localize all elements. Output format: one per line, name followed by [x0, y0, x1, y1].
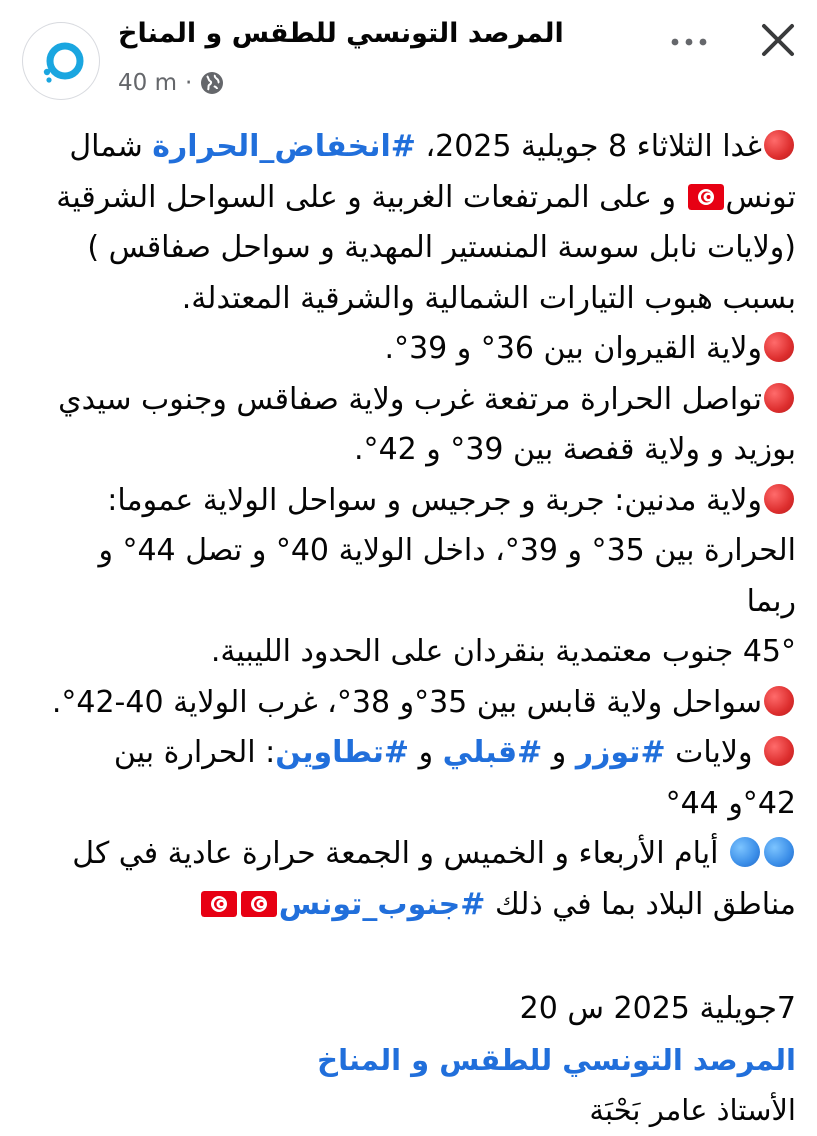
post-time[interactable]: 40 m [118, 70, 177, 96]
post-line: الحرارة بين 35° و 39°، داخل الولاية 40° و تصل 44° و ربما [98, 533, 796, 619]
post-text: أيام الأربعاء و الخميس و الجمعة حرارة عادية في كل [72, 836, 728, 871]
post-line [40, 829, 796, 880]
red-circle-icon [764, 484, 794, 514]
post-line [40, 678, 796, 729]
post-text: تواصل الحرارة مرتفعة غرب ولاية صفاقس وجنوب سيدي [58, 381, 762, 417]
close-icon[interactable] [756, 18, 800, 62]
post-line [40, 728, 796, 829]
signature-page-link[interactable]: المرصد التونسي للطقس و المناخ [317, 1042, 796, 1077]
red-circle-icon [764, 332, 794, 362]
post-text: غدا الثلاثاء 8 جويلية 2025، [415, 129, 762, 164]
tunisia-flag-icon [688, 184, 724, 210]
signature-author: الأستاذ عامر بَحْبَة [589, 1093, 796, 1127]
post-text: تونس [725, 179, 796, 215]
hashtag-link[interactable]: #توزر [575, 735, 666, 770]
globe-icon [200, 71, 224, 95]
post-line [40, 173, 796, 224]
red-circle-icon [764, 383, 794, 413]
post-text: ولاية القيروان بين 36° و 39°. [384, 331, 762, 366]
signature [40, 984, 796, 1136]
hashtag-link[interactable]: #جنوب_تونس [278, 886, 486, 922]
post-line [40, 375, 796, 426]
meta-separator: · [184, 70, 193, 96]
post-text: ولايات [665, 735, 762, 770]
post-text: : الحرارة بين 42°و 44° [113, 735, 796, 821]
post-text: شمال [69, 129, 153, 164]
post-text: و [409, 735, 443, 770]
post-text: و [542, 735, 576, 770]
page-name-link[interactable]: المرصد التونسي للطقس و المناخ [118, 18, 564, 49]
post-meta [118, 70, 224, 96]
post-body [40, 122, 796, 1136]
post-line: بسبب هبوب التيارات الشمالية والشرقية المعتدلة. [181, 280, 796, 316]
post-text: مناطق البلاد بما في ذلك [485, 886, 796, 922]
logo-icon [22, 22, 100, 100]
post-line [40, 476, 796, 527]
post-line: بوزيد و ولاية قفصة بين 39° و 42°. [354, 432, 796, 467]
post-line: (ولايات نابل سوسة المنستير المهدية و سواحل صفاقس ) [87, 230, 796, 265]
more-dots-icon[interactable] [665, 30, 713, 54]
tunisia-flag-icon [241, 891, 277, 917]
post-line [40, 122, 796, 173]
red-circle-icon [764, 736, 794, 766]
post-line [40, 880, 796, 931]
post-text: ولاية مدنين: جربة و جرجيس و سواحل الولاية عموما: [107, 482, 762, 518]
hashtag-link[interactable]: #انخفاض_الحرارة [152, 129, 416, 164]
post-text: سواحل ولاية قابس بين 35°و 38°، غرب الولاية 40-42°. [51, 684, 762, 720]
hashtag-link[interactable]: #تطاوين [275, 735, 410, 770]
spacer [40, 930, 796, 980]
signature-date: 7جويلية 2025 س 20 [519, 991, 796, 1026]
red-circle-icon [764, 686, 794, 716]
red-circle-icon [764, 130, 794, 160]
post-text: و على المرتفعات الغربية و على السواحل الشرقية [56, 179, 686, 215]
tunisia-flag-icon [201, 891, 237, 917]
post-line [40, 324, 796, 375]
post-line: 45° جنوب معتمدية بنقردان على الحدود الليبية. [210, 634, 796, 669]
hashtag-link[interactable]: #قبلي [442, 735, 543, 770]
blue-circle-icon [730, 837, 760, 867]
page-avatar[interactable] [22, 22, 100, 100]
post-header [0, 0, 817, 110]
blue-circle-icon [764, 837, 794, 867]
